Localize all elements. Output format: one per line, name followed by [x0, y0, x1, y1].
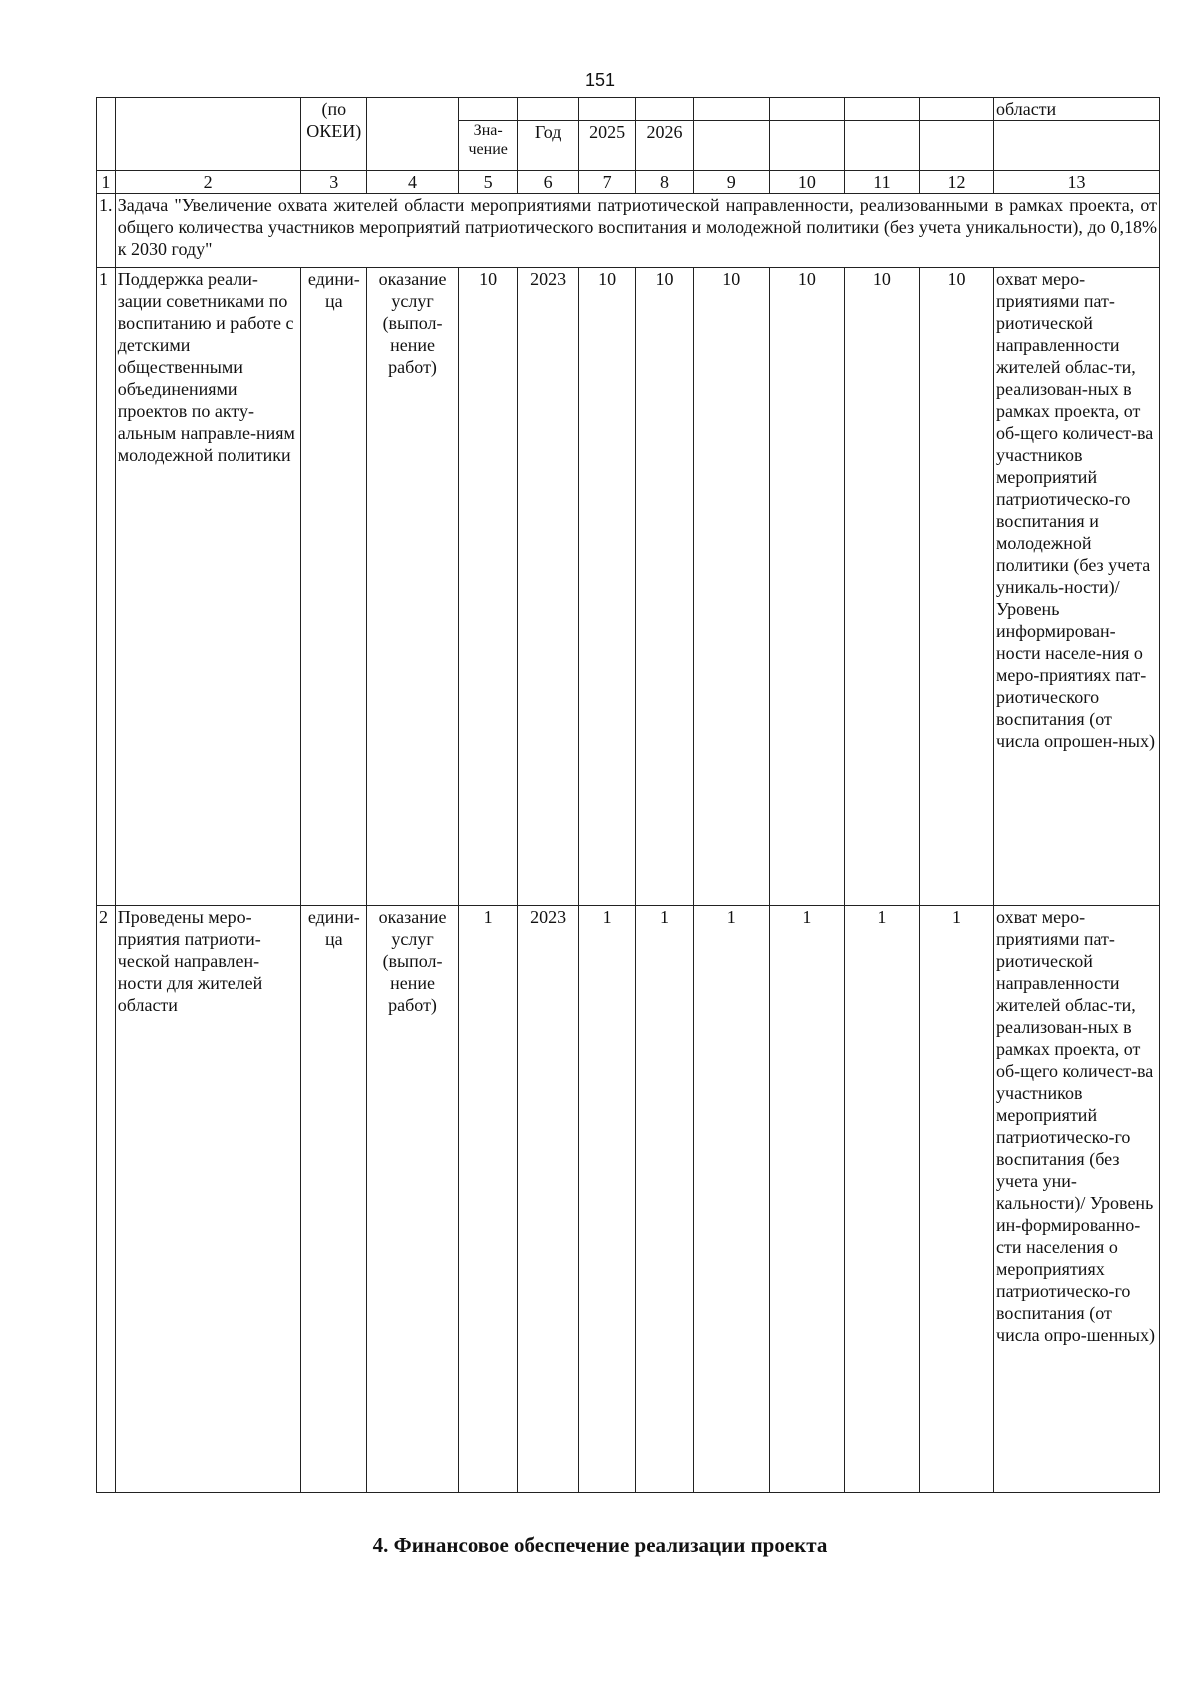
- value-col-9: 10: [693, 268, 769, 906]
- column-number: 12: [919, 171, 993, 194]
- indicator-link: охват меро-приятиями пат-риотической направленности жителей облас-ти, реализован-ных в рамках проекта, от об-щего количест-ва участников мероприятий патриотическо-го воспитания и молодежной политики (без учета уникаль-ности)/ Уровень информирован-ности населе-ния о меро-приятиях пат-риотического воспитания (от числа опрошен-ных): [994, 268, 1160, 906]
- base-value: 1: [458, 906, 517, 1493]
- result-name: Проведены меро-приятия патриоти-ческой направлен-ности для жителей области: [115, 906, 301, 1493]
- column-number: 6: [518, 171, 579, 194]
- unit-cell: едини-ца: [301, 906, 367, 1493]
- value-col-9: 1: [693, 906, 769, 1493]
- column-number: 13: [994, 171, 1160, 194]
- year-2026-header: 2026: [636, 121, 693, 171]
- column-number: 10: [769, 171, 844, 194]
- row-number: 2: [97, 906, 116, 1493]
- column-number: 5: [458, 171, 517, 194]
- column-number: 8: [636, 171, 693, 194]
- result-type: оказание услуг (выпол-нение работ): [367, 906, 459, 1493]
- value-col-12: 10: [919, 268, 993, 906]
- region-header: области: [994, 98, 1160, 121]
- result-row: [97, 906, 1160, 1493]
- value-col-11: 10: [844, 268, 919, 906]
- year-2025-header: 2025: [578, 121, 635, 171]
- unit-header: (по ОКЕИ): [301, 98, 367, 171]
- unit-cell: едини-ца: [301, 268, 367, 906]
- column-number: 7: [578, 171, 635, 194]
- value-col-12: 1: [919, 906, 993, 1493]
- column-number: 2: [115, 171, 301, 194]
- value-col-11: 1: [844, 906, 919, 1493]
- base-year-header: Год: [518, 121, 579, 171]
- value-col-10: 10: [769, 268, 844, 906]
- base-value: 10: [458, 268, 517, 906]
- base-year: 2023: [518, 906, 579, 1493]
- value-col-8: 10: [636, 268, 693, 906]
- result-name: Поддержка реали-зации советниками по воспитанию и работе с детскими общественными объединениями проектов по акту-альным направле-ниям молодежной политики: [115, 268, 301, 906]
- value-col-7: 1: [578, 906, 635, 1493]
- column-number-row: [97, 171, 1160, 194]
- task-text: Задача "Увеличение охвата жителей области мероприятиями патриотической направленности, реализованными в рамках проекта, от общего количества участников мероприятий патриотического воспитания и молодежной политики (без учета уникальности), до 0,18% к 2030 году": [115, 194, 1159, 268]
- task-number: 1.: [97, 194, 116, 268]
- results-table: [96, 97, 1160, 1493]
- base-year: 2023: [518, 268, 579, 906]
- column-number: 3: [301, 171, 367, 194]
- task-row: [97, 194, 1160, 268]
- column-number: 1: [97, 171, 116, 194]
- column-number: 4: [367, 171, 459, 194]
- column-number: 11: [844, 171, 919, 194]
- result-type: оказание услуг (выпол-нение работ): [367, 268, 459, 906]
- header-row-a: [97, 98, 1160, 121]
- value-col-7: 10: [578, 268, 635, 906]
- value-col-8: 1: [636, 906, 693, 1493]
- base-value-header: Зна-чение: [458, 121, 517, 171]
- result-row: [97, 268, 1160, 906]
- value-col-10: 1: [769, 906, 844, 1493]
- indicator-link: охват меро-приятиями пат-риотической направленности жителей облас-ти, реализован-ных в рамках проекта, от об-щего количест-ва участников мероприятий патриотическо-го воспитания (без учета уни-кальности)/ Уровень ин-формированно-сти населения о мероприятиях патриотическо-го воспитания (от числа опро-шенных): [994, 906, 1160, 1493]
- row-number: 1: [97, 268, 116, 906]
- page-number: 151: [584, 70, 616, 90]
- section-title: 4. Финансовое обеспечение реализации проекта: [372, 1533, 828, 1557]
- column-number: 9: [693, 171, 769, 194]
